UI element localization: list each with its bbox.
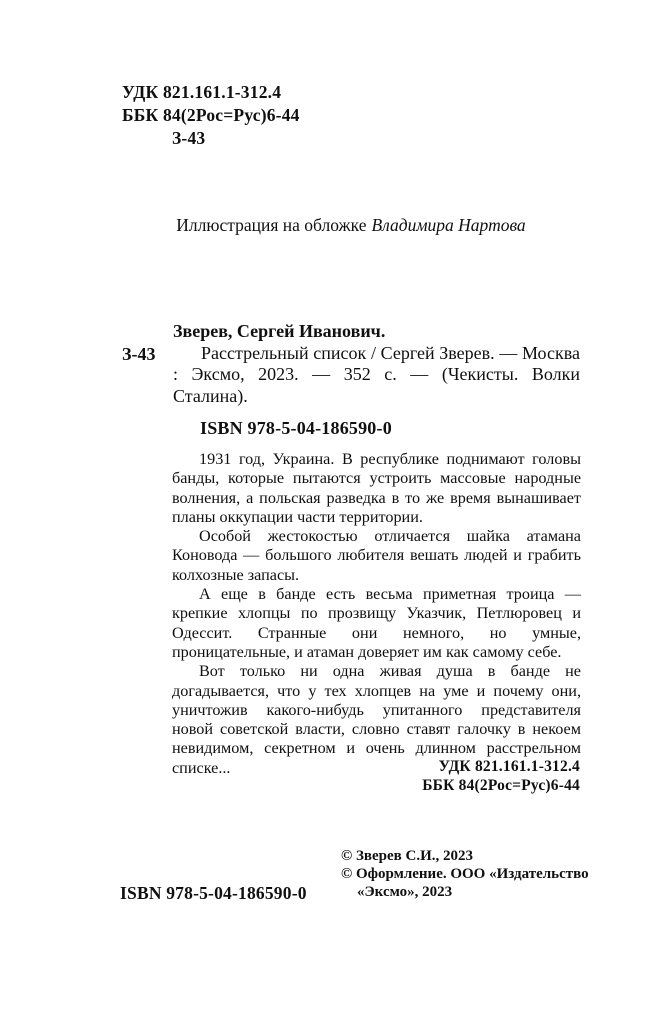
cover-artist: Владимира Нартова — [371, 215, 526, 235]
isbn-bottom: ISBN 978-5-04-186590-0 — [120, 883, 307, 903]
catalogue-author: Зверев, Сергей Иванович. — [173, 321, 386, 341]
bbk-code: ББК 84(2Рос=Рус)6-44 — [122, 105, 300, 125]
isbn-catalogue: ISBN 978-5-04-186590-0 — [200, 418, 392, 438]
copyright-publisher: © Оформление. ООО «Издательство «Эксмо», 2023 — [341, 865, 589, 900]
copyright-block — [341, 848, 593, 901]
catalogue-author-code: З-43 — [122, 343, 156, 364]
copyright-author: © Зверев С.И., 2023 — [341, 848, 473, 864]
annotation-paragraph: Особой жестокостью отличается шайка атамана Коновода — большого любителя вешать людей и грабить колхозные запасы. — [172, 527, 581, 584]
annotation-paragraph: А еще в банде есть весьма приметная троица — крепкие хлопцы по прозвищу Указчик, Петлюровец и Одессит. Странные они немного, но умные, проницательные, и атаман доверяет им как самому себе. — [172, 585, 581, 661]
catalogue-entry-row — [122, 343, 582, 408]
annotation — [172, 450, 581, 778]
top-catalogue-codes — [122, 81, 300, 150]
bbk-code-bottom: ББК 84(2Рос=Рус)6-44 — [422, 776, 580, 794]
annotation-paragraph: 1931 год, Украина. В республике поднимают головы банды, которые пытаются устроить массовые народные волнения, а польская разведка в то же время вынашивает планы оккупации части территории. — [172, 450, 581, 526]
cover-illustration-credit — [122, 215, 580, 236]
catalogue-description: Расстрельный список / Сергей Зверев. — Москва : Эксмо, 2023. — 352 с. — (Чекисты. Волки Сталина). — [173, 342, 580, 406]
cover-credit-text: Иллюстрация на обложке — [176, 215, 367, 235]
udk-code: УДК 821.161.1-312.4 — [122, 82, 282, 102]
udk-code-bottom: УДК 821.161.1-312.4 — [438, 758, 580, 775]
author-code: З-43 — [172, 128, 206, 148]
annotation-paragraph: Вот только ни одна живая душа в банде не догадывается, что у тех хлопцев на уме и почему они, уничтожив какого-нибудь упитанного представителя новой советской власти, словно ставят галочку в некоем невидимом, секретном и очень длинном расстрельном списке... — [172, 662, 581, 777]
catalogue-entry — [122, 321, 582, 407]
bottom-catalogue-codes — [122, 758, 580, 795]
